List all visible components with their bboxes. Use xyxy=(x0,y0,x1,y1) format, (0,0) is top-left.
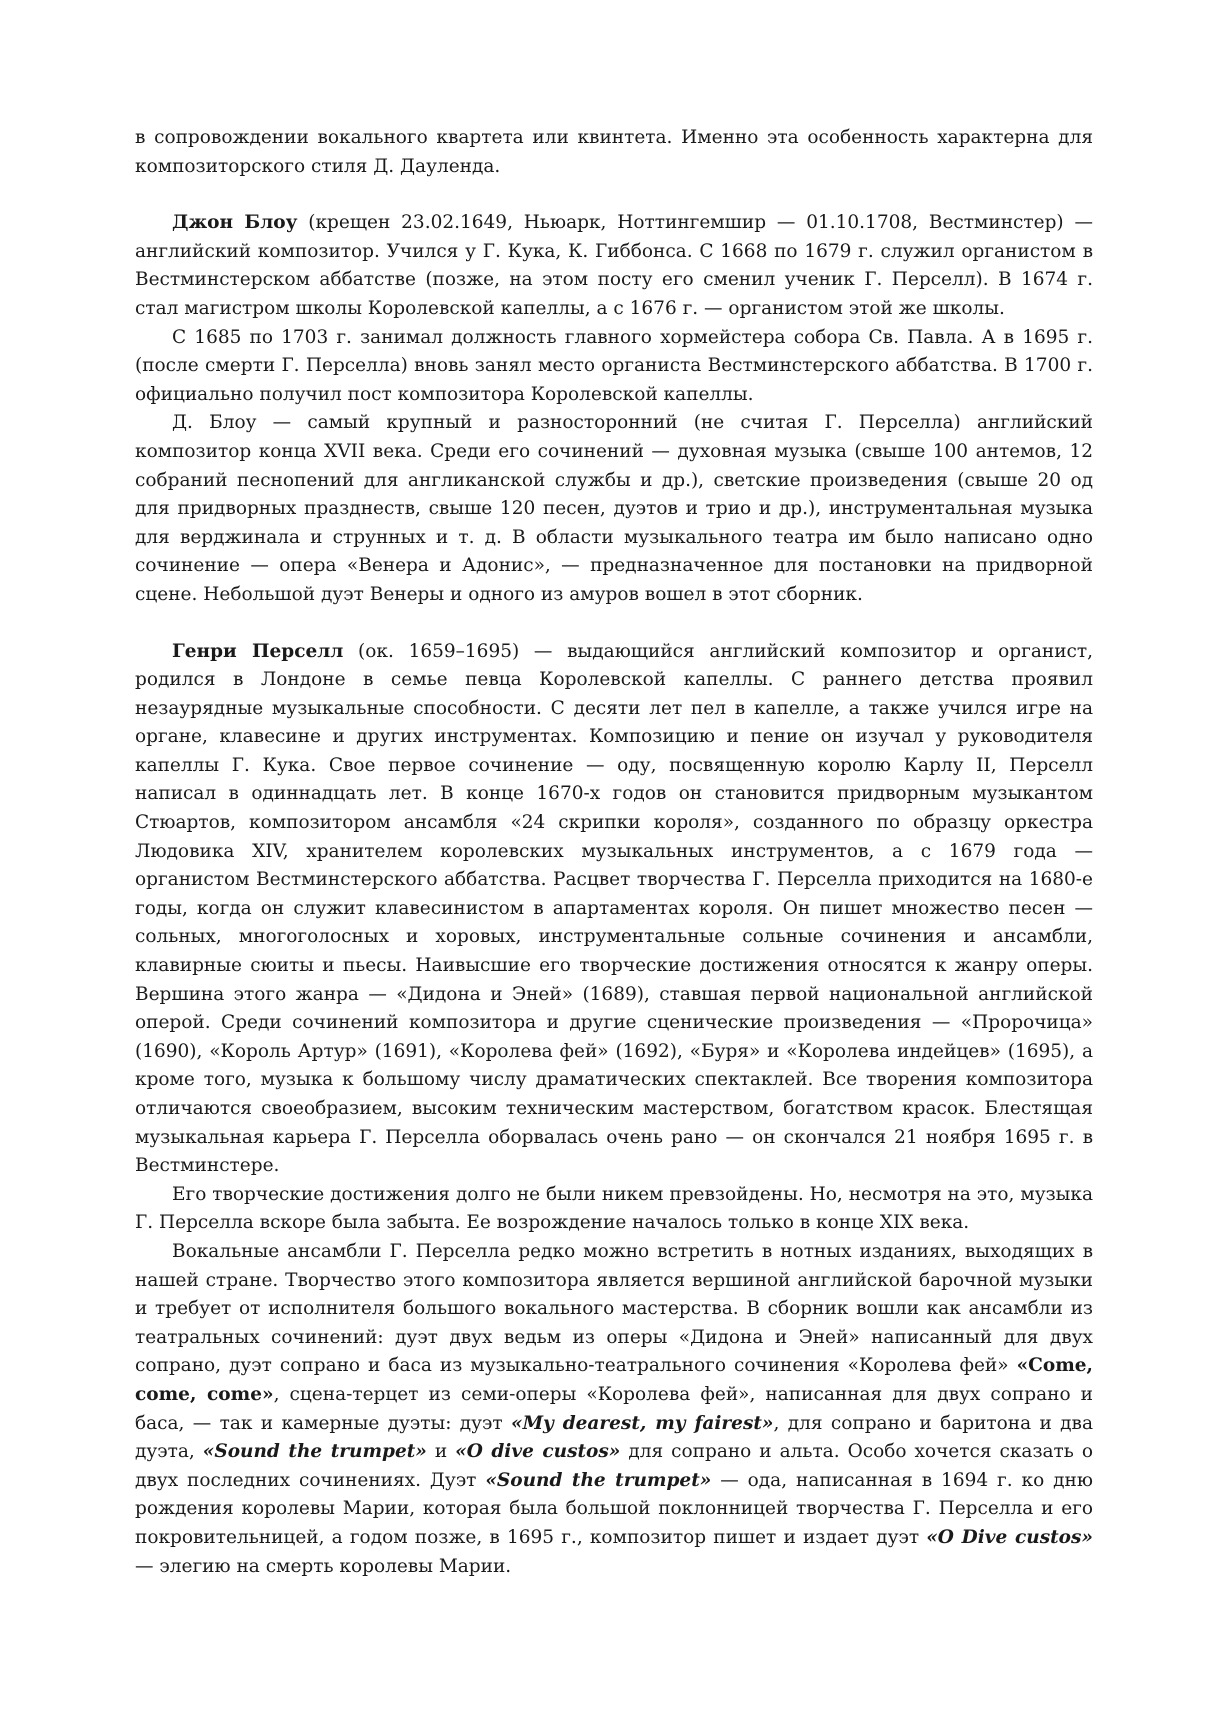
text-run: — ода, написанная в 1694 г. ко дню рождения королевы Марии, которая была большой поклонницей творчества Г. Перселла и его покровительницей, а годом позже, в 1695 г., композитор пишет и издает дуэт xyxy=(135,1469,1093,1548)
work-title-o-dive-custos: «O Dive custos» xyxy=(926,1526,1093,1548)
work-title-come-come-come: «Come, come, come» xyxy=(135,1355,1093,1405)
text-run: (ок. 1659–1695) — выдающийся английский композитор и органист, родился в Лондоне в семье певца Королевской капеллы. С раннего детства проявил незаурядные музыкальные способности. С десяти лет пел в капелле, а также учился игре на органе, клавесине и других инструментах. Композицию и пение он изучал у руководителя капеллы Г. Кука. Свое первое сочинение — оду, посвященную королю Карлу II, Перселл написал в одиннадцать лет. В конце 1670-х годов он становится придворным музыкантом Стюартов, композитором ансамбля «24 скрипки короля», созданного по образцу оркестра Людовика XIV, хранителем королевских музыкальных инструментов, а с 1679 года — органистом Вестминстерского аббатства. Расцвет творчества Г. Перселла приходится на 1680-е годы, когда он служит клавесинистом в апартаментах короля. Он пишет множество песен — сольных, многоголосных и хоровых, инструментальные сольные сочинения и ансамбли, клавирные сюиты и пьесы. Наивысшие его творческие достижения относятся к жанру оперы. Вершина этого жанра — «Дидона и Эней» (1689), ставшая первой национальной английской оперой. Среди сочинений композитора и другие сценические произведения — «Пророчица» (1690), «Король Артур» (1691), «Королева фей» (1692), «Буря» и «Королева индейцев» (1695), а кроме того, музыка к большому числу драматических спектаклей. Все творения композитора отличаются своеобразием, высоким техническим мастерством, богатством красок. Блестящая музыкальная карьера Г. Перселла оборвалась очень рано — он скончался 21 ноября 1695 г. в Вестминстере. xyxy=(135,640,1093,1177)
text-run: С 1685 по 1703 г. занимал должность главного хормейстера собора Св. Павла. А в 1695 г. (после смерти Г. Перселла) вновь занял место органиста Вестминстерского аббатства. В 1700 г. официально получил пост композитора Королевской капеллы. xyxy=(135,326,1093,405)
paragraph-blow-career xyxy=(135,324,1093,410)
composer-name-blow: Джон Блоу xyxy=(172,212,298,234)
paragraph-blow-works xyxy=(135,409,1093,609)
text-run: Д. Блоу — самый крупный и разносторонний (не считая Г. Перселла) английский композитор конца XVII века. Среди его сочинений — духовная музыка (свыше 100 антемов, 12 собраний песнопений для англиканской службы и др.), светские произведения (свыше 20 од для придворных празднеств, свыше 120 песен, дуэтов и трио и др.), инструментальная музыка для верджинала и струнных и т. д. В области музыкального театра им было написано одно сочинение — опера «Венера и Адонис», — предназначенное для постановки на придворной сцене. Небольшой дуэт Венеры и одного из амуров вошел в этот сборник. xyxy=(135,412,1093,605)
text-run: , сцена-терцет из семи-оперы «Королева фей», написанная для двух сопрано и баса, — так и камерные дуэты: дуэт xyxy=(135,1383,1093,1434)
text-run: (крещен 23.02.1649, Ньюарк, Ноттингемшир — 01.10.1708, Вестминстер) — английский композитор. Учился у Г. Кука, К. Гиббонса. С 1668 по 1679 г. служил органистом в Вестминстерском аббатстве (позже, на этом посту его сменил ученик Г. Перселл). В 1674 г. стал магистром школы Королевской капеллы, а с 1676 г. — органистом этой же школы. xyxy=(135,212,1093,319)
paragraph-purcell-ensembles xyxy=(135,1238,1093,1581)
paragraph-purcell-legacy xyxy=(135,1181,1093,1238)
text-run: — элегию на смерть королевы Марии. xyxy=(135,1555,512,1577)
text-run: Его творческие достижения долго не были никем превзойдены. Но, несмотря на это, музыка Г. Перселла вскоре была забыта. Ее возрождение началось только в конце XIX века. xyxy=(135,1183,1093,1234)
paragraph-dowland-ending xyxy=(135,124,1093,181)
composer-name-purcell: Генри Перселл xyxy=(172,640,344,662)
section-gap xyxy=(135,181,1093,209)
work-title-my-dearest: «My dearest, my fairest» xyxy=(511,1412,774,1434)
text-run: , для сопрано и баритона и два дуэта, xyxy=(135,1412,1094,1463)
paragraph-blow-biography xyxy=(135,209,1093,323)
text-run: для сопрано и альта. Особо хочется сказать о двух последних сочинениях. Дуэт xyxy=(135,1441,1093,1491)
work-title-o-dive-custos: «O dive custos» xyxy=(455,1441,621,1463)
text-run: в сопровождении вокального квартета или квинтета. Именно эта особенность характерна для композиторского стиля Д. Дауленда. xyxy=(135,127,1093,177)
text-run: и xyxy=(426,1441,456,1463)
section-gap xyxy=(135,610,1093,638)
text-run: Вокальные ансамбли Г. Перселла редко можно встретить в нотных изданиях, выходящих в нашей стране. Творчество этого композитора является вершиной английской барочной музыки и требует от исполнителя большого вокального мастерства. В сборник вошли как ансамбли из театральных сочинений: дуэт двух ведьм из оперы «Дидона и Эней» написанный для двух сопрано, дуэт сопрано и баса из музыкально-театрального сочинения «Королева фей» xyxy=(135,1240,1093,1377)
paragraph-purcell-biography xyxy=(135,638,1093,1181)
work-title-sound-the-trumpet: «Sound the trumpet» xyxy=(202,1441,427,1463)
work-title-sound-the-trumpet: «Sound the trumpet» xyxy=(485,1469,712,1491)
